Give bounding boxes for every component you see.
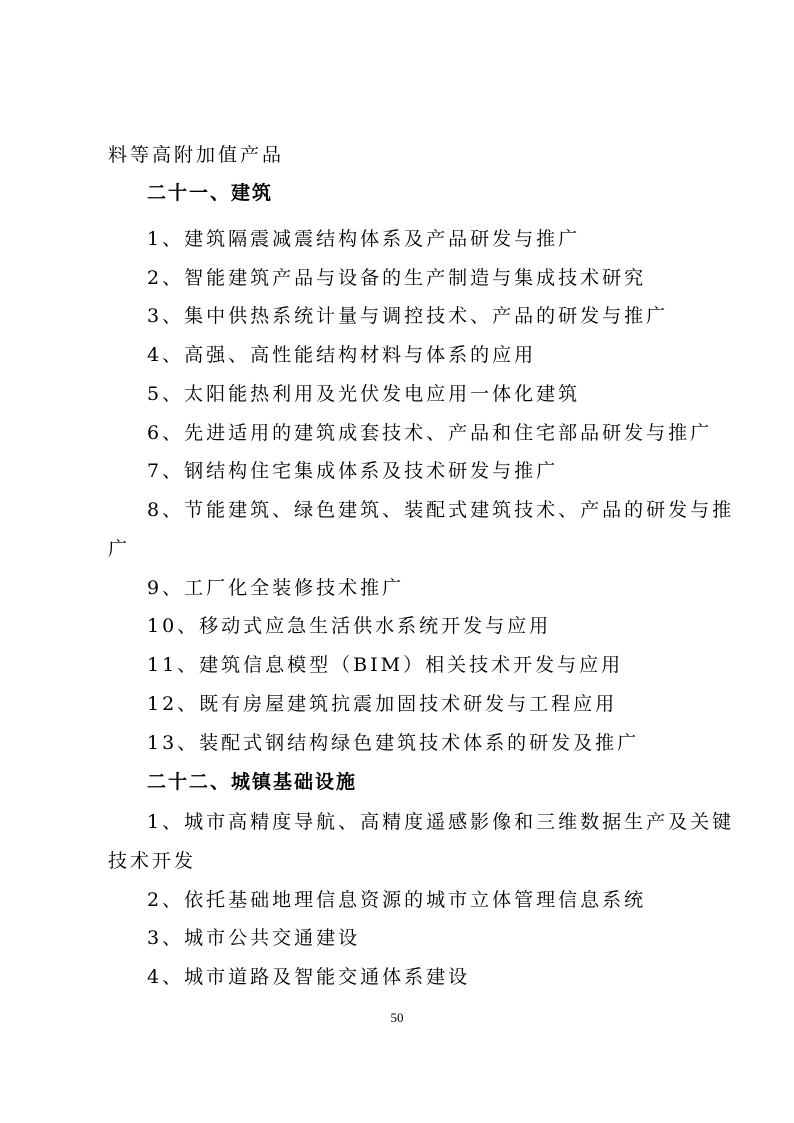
- list-item: 9、工厂化全装修技术推广: [147, 577, 405, 599]
- list-item-wrap: 技术开发: [108, 850, 197, 872]
- list-item: 8、节能建筑、绿色建筑、装配式建筑技术、产品的研发与推: [147, 499, 735, 521]
- list-item: 11、建筑信息模型（BIM）相关技术开发与应用: [147, 654, 624, 676]
- list-item: 7、钢结构住宅集成体系及技术研发与推广: [147, 460, 559, 482]
- section-heading-urban-infrastructure: 二十二、城镇基础设施: [147, 771, 358, 793]
- list-item: 1、建筑隔震减震结构体系及产品研发与推广: [147, 228, 581, 250]
- list-item: 10、移动式应急生活供水系统开发与应用: [147, 615, 552, 637]
- list-item: 13、装配式钢结构绿色建筑技术体系的研发及推广: [147, 732, 640, 754]
- continuation-text: 料等高附加值产品: [108, 144, 285, 166]
- list-item: 12、既有房屋建筑抗震加固技术研发与工程应用: [147, 693, 618, 715]
- list-item: 2、依托基础地理信息资源的城市立体管理信息系统: [147, 889, 647, 911]
- list-item: 3、城市公共交通建设: [147, 927, 361, 949]
- list-item: 4、城市道路及智能交通体系建设: [147, 966, 471, 988]
- list-item: 4、高强、高性能结构材料与体系的应用: [147, 344, 537, 366]
- page-number: 50: [390, 1010, 404, 1025]
- list-item: 3、集中供热系统计量与调控技术、产品的研发与推广: [147, 305, 669, 327]
- list-item: 6、先进适用的建筑成套技术、产品和住宅部品研发与推广: [147, 422, 713, 444]
- list-item: 5、太阳能热利用及光伏发电应用一体化建筑: [147, 383, 581, 405]
- section-heading-construction: 二十一、建筑: [147, 182, 274, 204]
- list-item: 1、城市高精度导航、高精度遥感影像和三维数据生产及关键: [147, 811, 735, 833]
- list-item: 2、智能建筑产品与设备的生产制造与集成技术研究: [147, 267, 647, 289]
- list-item-wrap: 广: [108, 538, 131, 560]
